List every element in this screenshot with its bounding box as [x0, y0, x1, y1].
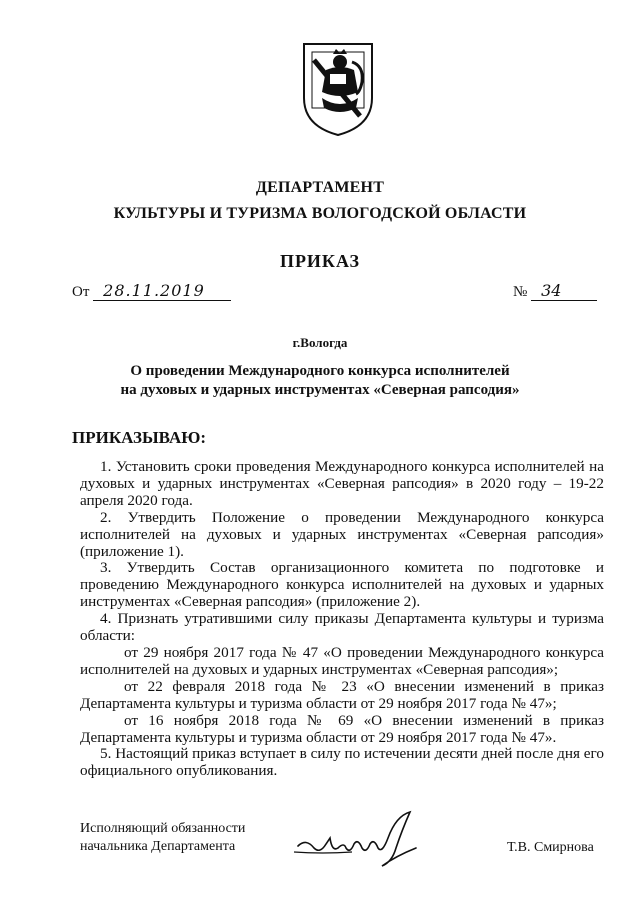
paragraph-4: 4. Признать утратившими силу приказы Департамента культуры и туризма области: — [80, 610, 604, 645]
number-prefix: № — [513, 284, 528, 300]
paragraph-5: 5. Настоящий приказ вступает в силу по истечении десяти дней после дня его официального опубликования. — [80, 745, 604, 780]
date-handwritten: 28.11.2019 — [93, 281, 231, 301]
signatory-title — [80, 820, 245, 856]
department-title-line1: ДЕПАРТАМЕНТ — [255, 179, 385, 196]
paragraph-4-item-3: от 16 ноября 2018 года № 69 «О внесении изменений в приказ Департамента культуры и туризма области от 29 ноября 2017 года № 47». — [80, 711, 604, 746]
paragraph-2: 2. Утвердить Положение о проведении Международного конкурса исполнителей на духовых и ударных инструментах «Северная рапсодия» (приложение 1). — [80, 508, 604, 560]
coat-of-arms-icon — [300, 40, 376, 138]
number-line — [513, 281, 597, 301]
date-prefix: От — [72, 284, 90, 300]
subject-line1: О проведении Международного конкурса исполнителей — [130, 363, 510, 379]
number-handwritten: 34 — [531, 281, 597, 301]
paragraph-3: 3. Утвердить Состав организационного комитета по подготовке и проведению Международного конкурса исполнителей на духовых и ударных инструментах «Северная рапсодия» (приложение 2). — [80, 559, 604, 611]
paragraph-4-item-1: от 29 ноября 2017 года № 47 «О проведении Международного конкурса исполнителей на духовых и ударных инструментах «Северная рапсодия»; — [80, 643, 604, 678]
document-type: ПРИКАЗ — [279, 251, 361, 271]
city: г.Вологда — [292, 335, 348, 350]
signatory-title-line2: начальника Департамента — [80, 839, 236, 854]
order-body — [80, 459, 604, 780]
handwritten-signature — [292, 808, 422, 870]
paragraph-1: 1. Установить сроки проведения Международного конкурса исполнителей на духовых и ударных инструментах «Северная рапсодия» в 2020 году – 19-22 апреля 2020 года. — [80, 458, 604, 509]
order-heading: ПРИКАЗЫВАЮ: — [72, 428, 207, 447]
department-title-line2: КУЛЬТУРЫ И ТУРИЗМА ВОЛОГОДСКОЙ ОБЛАСТИ — [113, 205, 527, 222]
signatory-title-line1: Исполняющий обязанности — [80, 821, 246, 836]
date-line — [72, 281, 231, 301]
paragraph-4-item-2: от 22 февраля 2018 года № 23 «О внесении изменений в приказ Департамента культуры и туризма области от 29 ноября 2017 года № 47»; — [80, 677, 604, 712]
subject-line2: на духовых и ударных инструментах «Северная рапсодия» — [120, 382, 520, 398]
signatory-name: Т.В. Смирнова — [507, 840, 594, 855]
order-subject — [0, 362, 640, 400]
